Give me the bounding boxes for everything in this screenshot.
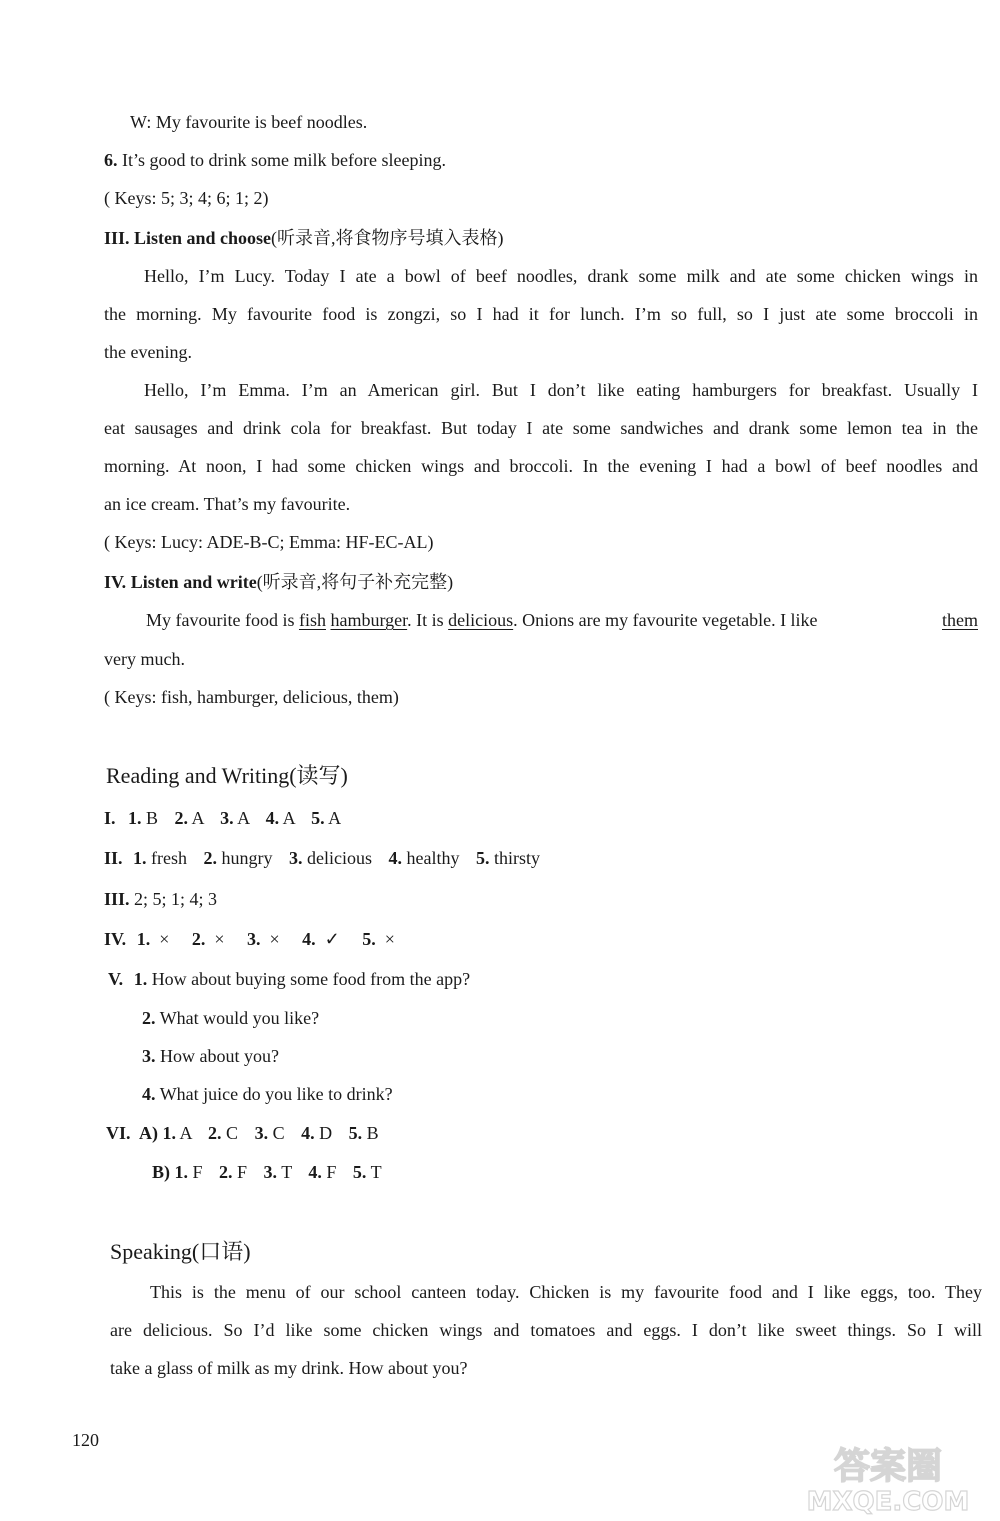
mark-icon: × <box>159 929 170 949</box>
item-answer: A <box>282 808 295 828</box>
item-answer: What would you like? <box>159 1008 320 1028</box>
row-number: II. <box>104 848 123 868</box>
keys-part3: ( Keys: Lucy: ADE-B-C; Emma: HF-EC-AL) <box>104 532 434 552</box>
item-answer: F <box>192 1162 203 1182</box>
paragraph-line: morning. At noon, I had some chicken wings and broccoli. In the evening I had a bowl of beef noodles and <box>104 456 978 476</box>
section-heading-reading-writing: Reading and Writing(读写) <box>106 763 348 788</box>
text-segment: . It is <box>407 610 444 630</box>
item-answer: A <box>237 808 250 828</box>
subpart-label: B) <box>152 1162 170 1182</box>
answer-row-3 <box>104 887 217 911</box>
paragraph-line: very much. <box>104 649 185 669</box>
part-number: IV. <box>104 572 127 592</box>
watermark-logo <box>788 1440 988 1516</box>
item-answer: How about buying some food from the app? <box>151 969 471 989</box>
row-number: VI. <box>106 1123 131 1143</box>
item-answer: How about you? <box>160 1046 279 1066</box>
item-number: 4. <box>301 1123 315 1143</box>
item-answer: F <box>237 1162 248 1182</box>
item-answer: A <box>328 808 342 828</box>
item-answer: healthy <box>406 848 460 868</box>
part-title: Listen and write <box>130 572 257 592</box>
item-answer: T <box>281 1162 292 1182</box>
row-answer: 2; 5; 1; 4; 3 <box>134 889 218 909</box>
answer-hamburger: hamburger <box>330 610 408 630</box>
item-answer: thirsty <box>493 848 540 868</box>
keys-part4: ( Keys: fish, hamburger, delicious, them) <box>104 687 399 707</box>
item-number: 3. <box>263 1162 278 1182</box>
part3-heading <box>104 226 504 250</box>
text-segment: . Onions are my favourite vegetable. I like <box>513 610 818 630</box>
item-number: 1. <box>133 969 148 989</box>
item-answer: C <box>272 1123 285 1143</box>
part-title: Listen and choose <box>134 228 272 248</box>
page-number: 120 <box>72 1430 99 1450</box>
item-answer: What juice do you like to drink? <box>159 1084 393 1104</box>
answer-row-4 <box>104 927 395 951</box>
answer-row-6a <box>106 1121 379 1145</box>
item-answer: B <box>366 1123 379 1143</box>
item-number: 5. <box>348 1123 363 1143</box>
item-answer: C <box>226 1123 239 1143</box>
item-number: 3. <box>247 929 261 949</box>
listening-item-6 <box>104 148 446 172</box>
item-number: 4. <box>388 848 402 868</box>
mark-icon: × <box>269 929 280 949</box>
item-number: 6. <box>104 150 118 170</box>
item-answer: delicious <box>307 848 372 868</box>
item-answer: A <box>191 808 204 828</box>
row-number: IV. <box>104 929 127 949</box>
part-instruction: (听录音,将句子补充完整) <box>256 572 454 592</box>
part-number: III. <box>104 228 130 248</box>
paragraph-line: This is the menu of our school canteen today. Chicken is my favourite food and I like eggs, too. They <box>150 1282 982 1302</box>
check-icon: ✓ <box>324 929 340 949</box>
mark-icon: × <box>214 929 225 949</box>
item-number: 5. <box>352 1162 367 1182</box>
item-number: 5. <box>475 848 490 868</box>
item-number: 2. <box>174 808 189 828</box>
item-number: 1. <box>174 1162 188 1182</box>
answer-delicious: delicious <box>448 610 514 630</box>
paragraph-line: Hello, I’m Emma. I’m an American girl. But I don’t like eating hamburgers for breakfast. Usually I <box>144 380 978 400</box>
row-number: III. <box>104 889 130 909</box>
item-number: 2. <box>191 929 206 949</box>
section-heading-speaking: Speaking(口语) <box>110 1239 251 1264</box>
item-number: 1. <box>133 848 147 868</box>
item-number: 3. <box>142 1046 156 1066</box>
item-number: 1. <box>128 808 142 828</box>
answer-row-5-item <box>142 1006 319 1030</box>
row-number: I. <box>104 808 116 828</box>
item-answer: T <box>370 1162 382 1182</box>
answer-row-6b <box>152 1160 382 1184</box>
item-number: 2. <box>142 1008 156 1028</box>
row-number: V. <box>108 969 124 989</box>
item-answer: D <box>319 1123 333 1143</box>
paragraph-line: Hello, I’m Lucy. Today I ate a bowl of beef noodles, drank some milk and ate some chicken wings in <box>144 266 978 286</box>
keys-part2: ( Keys: 5; 3; 4; 6; 1; 2) <box>104 188 269 208</box>
item-number: 4. <box>142 1084 156 1104</box>
mark-icon: × <box>384 929 395 949</box>
item-number: 4. <box>302 929 316 949</box>
item-answer: A <box>179 1123 192 1143</box>
answer-row-5 <box>108 967 470 991</box>
item-number: 3. <box>254 1123 269 1143</box>
paragraph-line: an ice cream. That’s my favourite. <box>104 494 351 514</box>
item-answer: B <box>146 808 159 828</box>
item-answer: fresh <box>151 848 187 868</box>
item-answer: F <box>326 1162 337 1182</box>
watermark-graphic <box>788 1440 988 1516</box>
item-number: 2. <box>208 1123 222 1143</box>
sentence-part <box>146 608 818 632</box>
item-number: 4. <box>265 808 280 828</box>
text-segment: My favourite food is <box>146 610 295 630</box>
part-instruction: (听录音,将食物序号填入表格) <box>271 228 504 248</box>
item-answer: hungry <box>221 848 273 868</box>
watermark-url-text: MXQE.COM <box>806 1487 970 1516</box>
item-number: 2. <box>203 848 217 868</box>
answer-row-5-item <box>142 1044 279 1068</box>
dialogue-line-w: W: My favourite is beef noodles. <box>130 112 368 132</box>
item-number: 1. <box>162 1123 177 1143</box>
paragraph-line: are delicious. So I’d like some chicken wings and tomatoes and eggs. I don’t like sweet things. So I will <box>110 1320 982 1340</box>
paragraph-line: eat sausages and drink cola for breakfast. But today I ate some sandwiches and drank some lemon tea in the <box>104 418 978 438</box>
item-number: 2. <box>219 1162 233 1182</box>
item-number: 4. <box>308 1162 322 1182</box>
item-number: 3. <box>289 848 303 868</box>
fill-in-sentence <box>146 608 978 632</box>
item-number: 1. <box>136 929 151 949</box>
answer-row-1 <box>104 806 341 830</box>
item-text: It’s good to drink some milk before sleeping. <box>122 150 446 170</box>
subpart-label: A) <box>139 1123 159 1143</box>
item-number: 3. <box>220 808 234 828</box>
paragraph-line: the morning. My favourite food is zongzi, so I had it for lunch. I’m so full, so I just ate some broccoli in <box>104 304 978 324</box>
watermark-logo-text: 答案圈 <box>833 1446 943 1487</box>
answer-them: them <box>942 610 978 630</box>
item-number: 5. <box>362 929 376 949</box>
paragraph-line: the evening. <box>104 342 192 362</box>
answer-row-5-item <box>142 1082 393 1106</box>
item-number: 5. <box>311 808 325 828</box>
answer-row-2 <box>104 846 540 870</box>
part4-heading <box>104 570 453 594</box>
paragraph-line: take a glass of milk as my drink. How about you? <box>110 1358 468 1378</box>
answer-fish: fish <box>298 610 326 630</box>
